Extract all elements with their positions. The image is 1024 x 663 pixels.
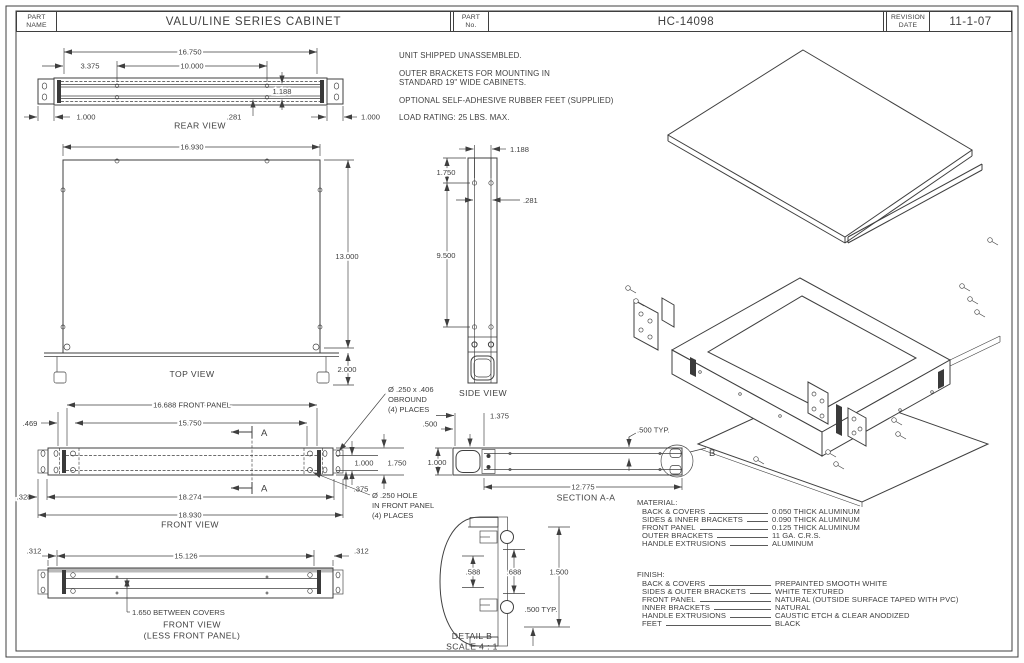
dim-rear-hole-spacing: 10.000: [180, 61, 204, 71]
section-arrow-a-bottom: A: [261, 483, 268, 495]
revision-header-line2: DATE: [898, 21, 918, 29]
dim-rear-right-offset: 1.000: [361, 112, 381, 122]
finish-spec: NATURAL: [775, 602, 811, 612]
front-less-label-1: FRONT VIEW: [163, 619, 221, 630]
revision-header: [886, 12, 930, 31]
dim-rear-slot-height: 1.188: [272, 87, 292, 96]
dim-rear-hole-offset: 3.375: [80, 61, 100, 71]
dim-section-1375: 1.375: [490, 411, 510, 421]
dim-side-top-width: 1.188: [510, 145, 530, 154]
dim-section-depth: 12.775: [571, 482, 595, 492]
leader-line: [700, 595, 771, 602]
obround-note-3: (4) PLACES: [388, 405, 430, 414]
dim-less-left: .312: [26, 546, 42, 556]
detail-circle-b: B: [709, 448, 716, 459]
material-spec: 0.090 THICK ALUMINUM: [772, 514, 860, 524]
isometric-exploded-view: [626, 50, 1000, 507]
part-name-value: VALU/LINE SERIES CABINET: [165, 15, 342, 28]
dim-detail-588: .588: [465, 567, 481, 577]
leader-line: [730, 539, 768, 546]
dim-side-top-offset: 1.750: [436, 168, 456, 177]
detail-b: [440, 517, 570, 652]
finish-row: [637, 620, 1011, 628]
top-view: [44, 143, 359, 386]
part-no-value: HC-14098: [657, 15, 715, 28]
detail-label-2: SCALE 4 : 1: [446, 641, 498, 652]
material-list: [637, 498, 1009, 548]
revision-header-line1: REVISION: [890, 14, 926, 22]
dim-front-hole-span: 18.274: [178, 492, 202, 502]
dim-less-span: 15.126: [174, 551, 198, 561]
section-label: SECTION A-A: [556, 492, 616, 503]
section-arrow-a-top: A: [261, 428, 268, 439]
finish-item: HANDLE EXTRUSIONS: [642, 610, 726, 620]
hole-note-1: Ø .250 HOLE: [372, 491, 418, 500]
front-view-less-panel: [27, 547, 369, 641]
dim-front-h2: 1.750: [387, 458, 407, 468]
hole-note-3: (4) PLACES: [372, 511, 414, 520]
finish-spec: BLACK: [775, 618, 801, 628]
dim-side-height: 9.500: [436, 251, 456, 260]
front-view-label: FRONT VIEW: [161, 519, 219, 530]
dim-front-slot-offset: .375: [353, 484, 369, 494]
dim-between-covers: 1.650 BETWEEN COVERS: [132, 608, 225, 617]
general-notes: [399, 51, 614, 122]
dim-detail-500typ: .500 TYP.: [524, 605, 558, 614]
front-view: [17, 385, 435, 530]
rear-view-label: REAR VIEW: [174, 120, 226, 131]
part-no-header: [453, 12, 489, 31]
dim-side-panel-gap: .281: [523, 196, 538, 205]
part-name-header-line1: PART: [27, 14, 46, 22]
finish-item: SIDES & OUTER BRACKETS: [642, 586, 746, 596]
part-name-header-line2: NAME: [26, 21, 47, 29]
part-no-header-line1: PART: [461, 14, 481, 22]
material-item: HANDLE EXTRUSIONS: [642, 538, 726, 548]
finish-spec: WHITE TEXTURED: [775, 586, 844, 596]
material-heading: MATERIAL:: [637, 498, 678, 507]
front-less-label-2: (LESS FRONT PANEL): [143, 630, 241, 641]
material-spec: ALUMINUM: [772, 538, 814, 548]
revision-value: 11-1-07: [949, 15, 992, 28]
material-item: SIDES & INNER BRACKETS: [642, 514, 743, 524]
dim-front-bracket-span: 15.750: [178, 418, 202, 428]
material-item: OUTER BRACKETS: [642, 530, 714, 540]
finish-heading: FINISH:: [637, 570, 665, 579]
dim-top-rear-ext: 2.000: [337, 365, 357, 374]
part-name-header: [17, 12, 57, 31]
finish-item: BACK & COVERS: [642, 578, 706, 588]
finish-spec: CAUSTIC ETCH & CLEAR ANODIZED: [775, 610, 910, 620]
dim-rear-left-offset: 1.000: [76, 112, 96, 122]
leader-line: [717, 531, 768, 538]
note-line: UNIT SHIPPED UNASSEMBLED.: [399, 51, 522, 60]
finish-list: [637, 570, 1011, 628]
rear-view: [24, 48, 380, 131]
note-line: STANDARD 19" WIDE CABINETS.: [399, 78, 527, 87]
finish-spec: PREPAINTED SMOOTH WHITE: [775, 578, 888, 588]
dim-section-1000: 1.000: [427, 458, 447, 467]
obround-note-1: Ø .250 x .406: [388, 385, 434, 394]
dim-rear-cover-offset: .281: [226, 112, 242, 122]
dim-top-width: 16.930: [180, 142, 204, 152]
revision-value-cell: [930, 12, 1011, 31]
leader-line: [709, 507, 768, 514]
leader-line: [666, 619, 771, 626]
part-name-value-cell: [57, 12, 451, 31]
finish-item: FEET: [642, 618, 662, 628]
leader-line: [750, 587, 771, 594]
dim-top-depth: 13.000: [335, 252, 359, 261]
part-no-header-line2: No.: [465, 21, 477, 29]
dim-detail-688: .688: [506, 567, 522, 577]
side-view: [436, 145, 537, 398]
dim-section-500: .500: [422, 419, 438, 429]
dim-front-edge-offset: .469: [22, 419, 38, 428]
dim-less-right: .312: [354, 546, 369, 556]
dim-front-flange-offset: .328: [16, 492, 32, 502]
note-line: OPTIONAL SELF-ADHESIVE RUBBER FEET (SUPPLIED): [399, 96, 614, 105]
dim-detail-1500: 1.500: [549, 567, 569, 577]
material-item: FRONT PANEL: [642, 522, 696, 532]
top-view-label: TOP VIEW: [169, 369, 215, 379]
leader-line: [747, 515, 768, 522]
dim-section-500typ: .500 TYP.: [637, 425, 670, 435]
material-spec: 11 GA. C.R.S.: [772, 530, 821, 540]
dim-front-overall: 18.930: [178, 510, 202, 520]
leader-line: [709, 579, 771, 586]
part-no-value-cell: [489, 12, 884, 31]
leader-line: [714, 603, 771, 610]
obround-note-2: OBROUND: [388, 395, 427, 404]
title-block: [16, 11, 1012, 32]
dim-rear-overall: 16.750: [178, 47, 202, 57]
material-spec: 0.125 THICK ALUMINUM: [772, 522, 860, 532]
material-spec: 0.050 THICK ALUMINUM: [772, 506, 860, 516]
section-a-a: [423, 412, 716, 503]
dim-front-panel-width: 16.688 FRONT PANEL: [153, 400, 231, 410]
leader-line: [730, 611, 771, 618]
material-row: [637, 540, 1009, 548]
detail-label-1: DETAIL B: [451, 631, 493, 641]
leader-line: [700, 523, 768, 530]
finish-item: FRONT PANEL: [642, 594, 696, 604]
hole-note-2: IN FRONT PANEL: [372, 501, 435, 510]
finish-item: INNER BRACKETS: [642, 602, 711, 612]
note-line: LOAD RATING: 25 LBS. MAX.: [399, 113, 510, 122]
side-view-label: SIDE VIEW: [458, 388, 508, 398]
finish-spec: NATURAL (OUTSIDE SURFACE TAPED WITH PVC): [775, 594, 959, 604]
note-line: OUTER BRACKETS FOR MOUNTING IN: [399, 69, 550, 78]
dim-front-h1: 1.000: [354, 458, 374, 468]
material-item: BACK & COVERS: [642, 506, 706, 516]
